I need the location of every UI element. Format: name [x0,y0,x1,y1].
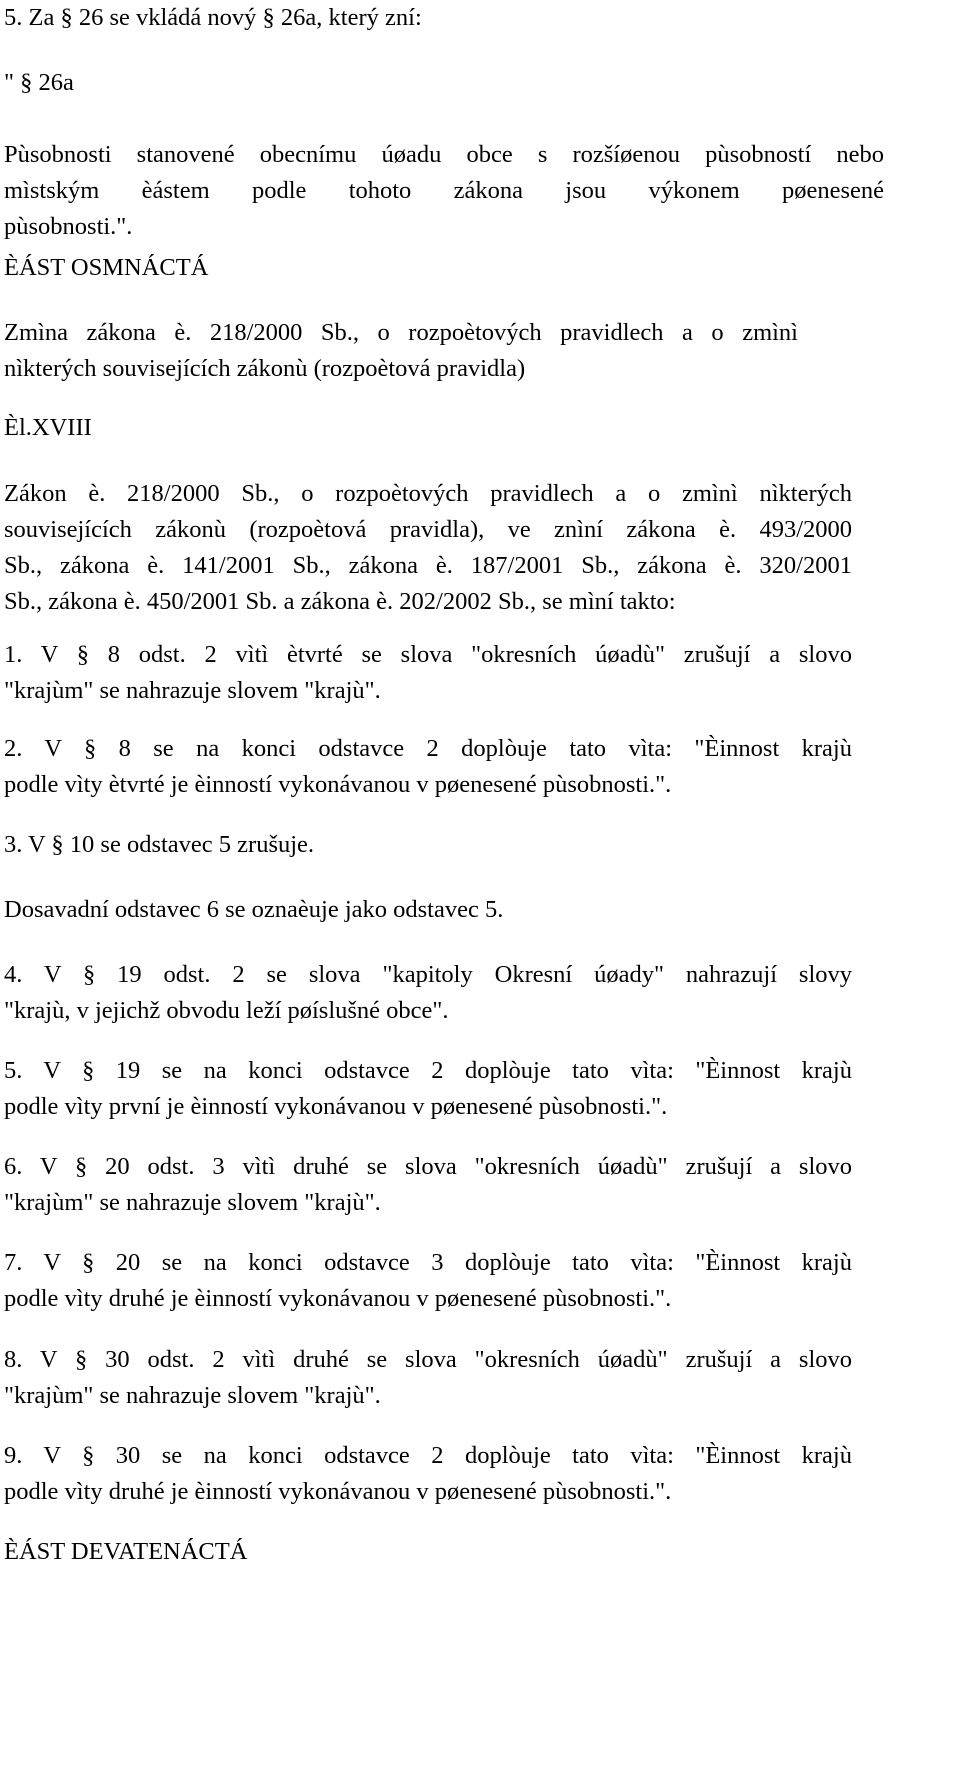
paragraph-renumbering [4,892,884,928]
text-line: podle vìty první je èinností vykonávanou v pøenesené pùsobnosti.". [4,1093,668,1120]
list-item-5 [4,1053,884,1125]
part-heading-nineteen [4,1534,884,1570]
text-line: " § 26a [4,69,74,96]
text-line: podle vìty druhé je èinností vykonávanou v pøenesené pùsobnosti.". [4,1285,672,1312]
text-line: 5. Za § 26 se vkládá nový § 26a, který zní: [4,4,422,31]
text-line: Pùsobnosti stanovené obecnímu úøadu obce s rozšíøenou pùsobností nebo [4,141,884,168]
section-heading-26a [4,65,884,101]
text-line: mìstským èástem podle tohoto zákona jsou výkonem pøenesené [4,177,884,204]
list-item-4 [4,957,884,1029]
text-line: 3. V § 10 se odstavec 5 zrušuje. [4,831,315,858]
text-line: 9. V § 30 se na konci odstavce 2 doplòuje tato vìta: "Èinnost krajù [4,1442,852,1469]
paragraph-amendment-5 [4,0,884,36]
text-line: souvisejících zákonù (rozpoètová pravidla), ve znìní zákona è. 493/2000 [4,516,852,543]
text-line: nìkterých souvisejících zákonù (rozpoètová pravidla) [4,355,526,382]
article-heading-xviii [4,410,884,446]
list-item-9 [4,1438,884,1510]
text-line: "krajùm" se nahrazuje slovem "krajù". [4,1382,381,1409]
text-line: "krajùm" se nahrazuje slovem "krajù". [4,677,381,704]
text-line: Dosavadní odstavec 6 se oznaèuje jako odstavec 5. [4,896,504,923]
text-line: Èl.XVIII [4,414,92,441]
text-line: "krajùm" se nahrazuje slovem "krajù". [4,1189,381,1216]
text-line: pùsobnosti.". [4,213,133,240]
list-item-3 [4,827,884,863]
text-line: ÈÁST OSMNÁCTÁ [4,254,209,281]
paragraph-law-text [4,476,884,620]
text-line: "krajù, v jejichž obvodu leží pøíslušné obce". [4,997,449,1024]
list-item-6 [4,1149,884,1221]
text-line: Sb., zákona è. 141/2001 Sb., zákona è. 187/2001 Sb., zákona è. 320/2001 [4,552,852,579]
text-line: Zákon è. 218/2000 Sb., o rozpoètových pravidlech a o zmìnì nìkterých [4,480,852,507]
part-heading-eighteen [4,250,884,286]
list-item-1 [4,637,884,709]
paragraph-competence [4,137,884,245]
text-line: 8. V § 30 odst. 2 vìtì druhé se slova "okresních úøadù" zrušují a slovo [4,1346,852,1373]
amendment-title [4,315,884,387]
list-item-8 [4,1342,884,1414]
text-line: 6. V § 20 odst. 3 vìtì druhé se slova "okresních úøadù" zrušují a slovo [4,1153,852,1180]
list-item-2 [4,731,884,803]
text-line: podle vìty ètvrté je èinností vykonávanou v pøenesené pùsobnosti.". [4,771,672,798]
text-line: 2. V § 8 se na konci odstavce 2 doplòuje tato vìta: "Èinnost krajù [4,735,852,762]
text-line: 5. V § 19 se na konci odstavce 2 doplòuje tato vìta: "Èinnost krajù [4,1057,852,1084]
text-line: podle vìty druhé je èinností vykonávanou v pøenesené pùsobnosti.". [4,1478,672,1505]
text-line: ÈÁST DEVATENÁCTÁ [4,1538,248,1565]
text-line: 7. V § 20 se na konci odstavce 3 doplòuje tato vìta: "Èinnost krajù [4,1249,852,1276]
list-item-7 [4,1245,884,1317]
text-line: 4. V § 19 odst. 2 se slova "kapitoly Okresní úøady" nahrazují slovy [4,961,852,988]
text-line: Zmìna zákona è. 218/2000 Sb., o rozpoètových pravidlech a o zmìnì [4,319,798,346]
text-line: 1. V § 8 odst. 2 vìtì ètvrté se slova "okresních úøadù" zrušují a slovo [4,641,852,668]
text-line: Sb., zákona è. 450/2001 Sb. a zákona è. 202/2002 Sb., se mìní takto: [4,588,676,615]
